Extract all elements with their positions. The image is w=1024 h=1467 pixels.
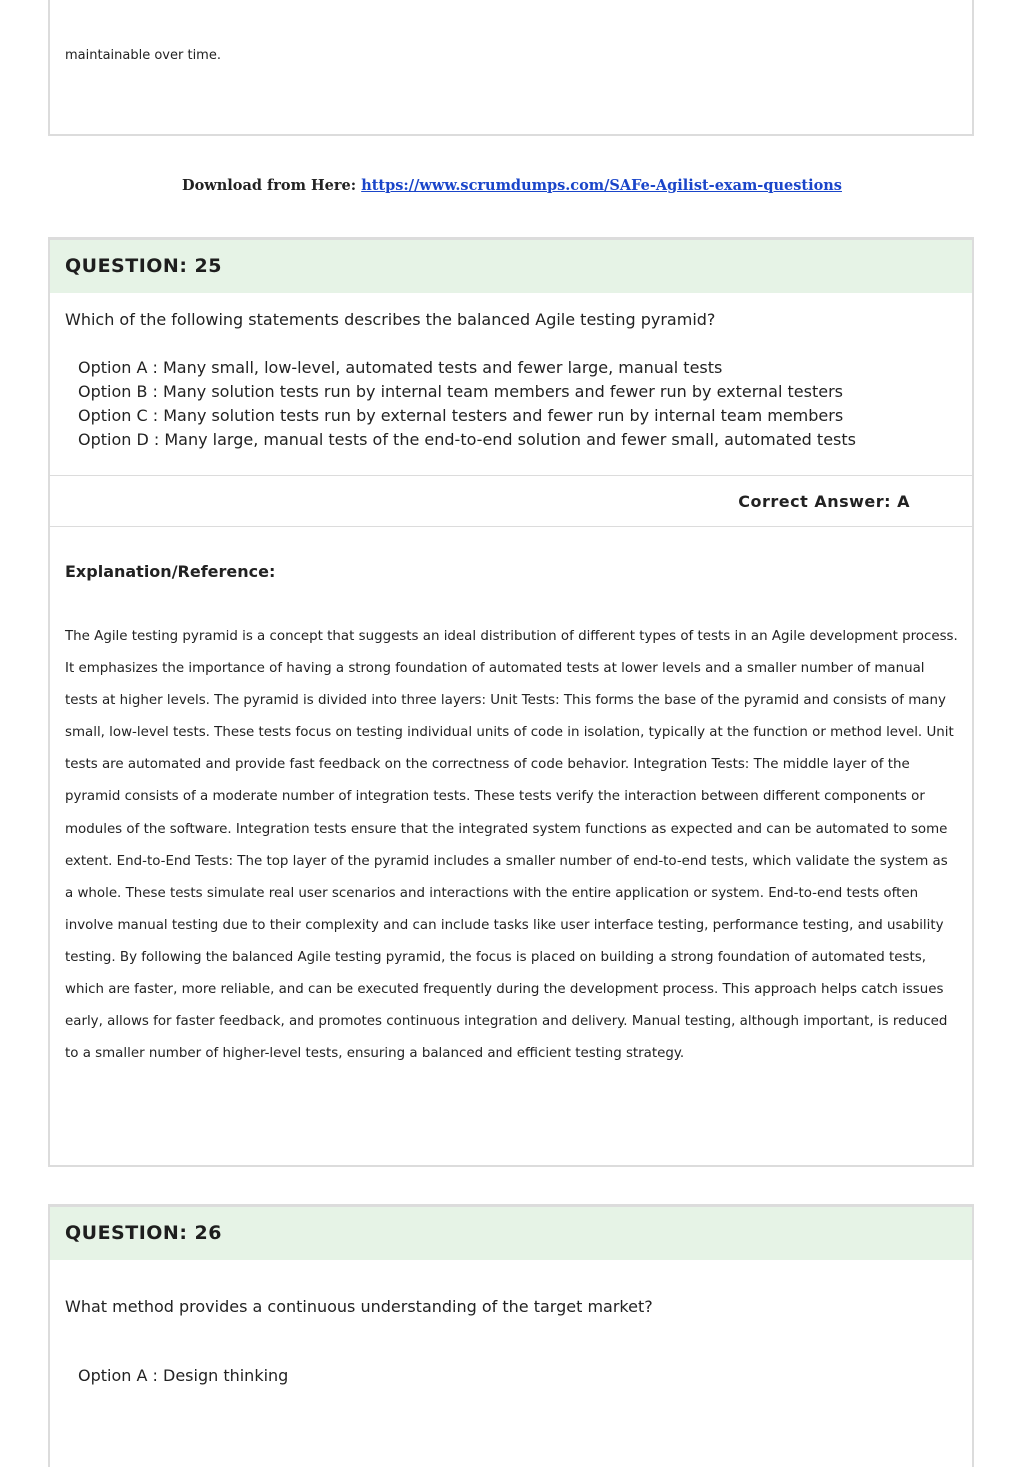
download-label: Download from Here: bbox=[182, 177, 357, 194]
question-card-26 bbox=[48, 1204, 974, 1467]
question-text: What method provides a continuous understanding of the target market? bbox=[65, 1297, 653, 1316]
question-header: QUESTION: 25 bbox=[50, 240, 972, 293]
options-list bbox=[78, 356, 856, 452]
download-link[interactable]: https://www.scrumdumps.com/SAFe-Agilist-exam-questions bbox=[361, 177, 842, 194]
options-list bbox=[78, 1364, 288, 1388]
question-card-25 bbox=[48, 237, 974, 1167]
divider bbox=[50, 475, 972, 476]
previous-question-card bbox=[48, 0, 974, 136]
download-line bbox=[0, 177, 1024, 194]
option-d: Option D : Many large, manual tests of the end-to-end solution and fewer small, automated tests bbox=[78, 430, 856, 449]
option-b: Option B : Many solution tests run by internal team members and fewer run by external testers bbox=[78, 382, 843, 401]
explanation-body: The Agile testing pyramid is a concept that suggests an ideal distribution of different types of tests in an Agile development process. It emphasizes the importance of having a strong foundation of automated tests at lower levels and a smaller number of manual tests at higher levels. The pyramid is divided into three layers: Unit Tests: This forms the base of the pyramid and consists of many small, low-level tests. These tests focus on testing individual units of code in isolation, typically at the function or method level. Unit tests are automated and provide fast feedback on the correctness of code behavior. Integration Tests: The middle layer of the pyramid consists of a moderate number of integration tests. These tests verify the interaction between different components or modules of the software. Integration tests ensure that the integrated system functions as expected and can be automated to some extent. End-to-End Tests: The top layer of the pyramid includes a smaller number of end-to-end tests, which validate the system as a whole. These tests simulate real user scenarios and interactions with the entire application or system. End-to-end tests often involve manual testing due to their complexity and can include tasks like user interface testing, performance testing, and usability testing. By following the balanced Agile testing pyramid, the focus is placed on building a strong foundation of automated tests, which are faster, more reliable, and can be executed frequently during the development process. This approach helps catch issues early, allows for faster feedback, and promotes continuous integration and delivery. Manual testing, although important, is reduced to a smaller number of higher-level tests, ensuring a balanced and efficient testing strategy. bbox=[65, 629, 958, 1062]
correct-answer: Correct Answer: A bbox=[738, 492, 910, 511]
question-text: Which of the following statements describes the balanced Agile testing pyramid? bbox=[65, 310, 716, 329]
option-a: Option A : Many small, low-level, automated tests and fewer large, manual tests bbox=[78, 358, 723, 377]
option-c: Option C : Many solution tests run by external testers and fewer run by internal team members bbox=[78, 406, 844, 425]
question-header: QUESTION: 26 bbox=[50, 1207, 972, 1260]
explanation-title: Explanation/Reference: bbox=[65, 562, 276, 581]
divider bbox=[50, 526, 972, 527]
option-a: Option A : Design thinking bbox=[78, 1366, 289, 1385]
previous-explanation-tail: maintainable over time. bbox=[65, 48, 221, 63]
